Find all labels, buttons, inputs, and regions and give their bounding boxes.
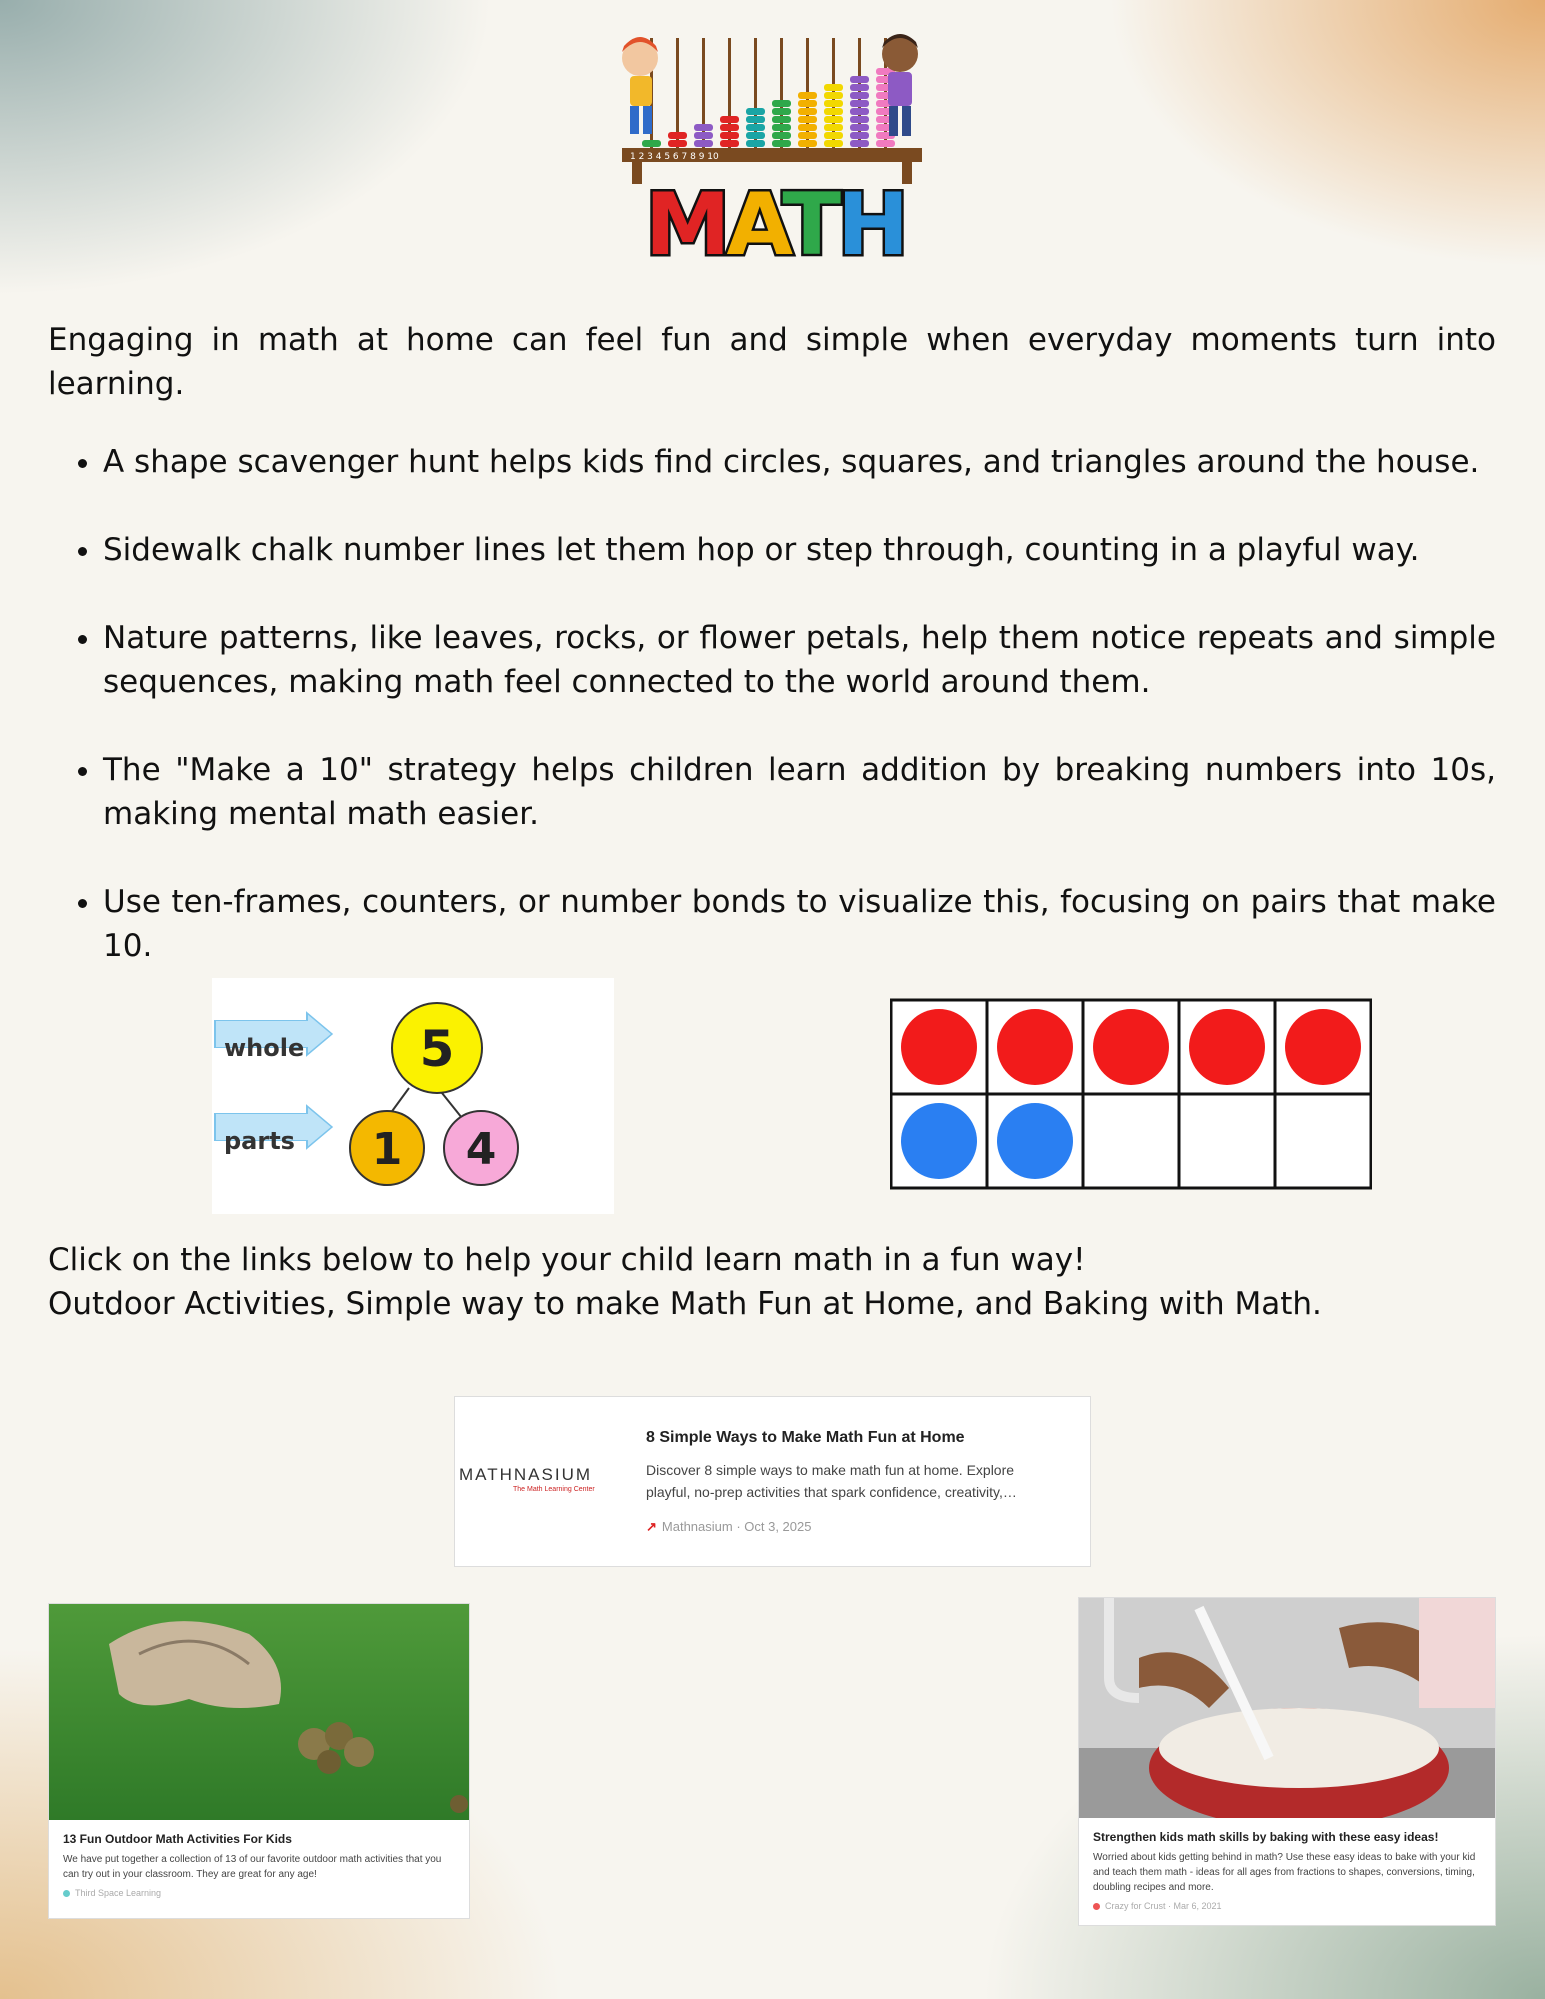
abacus-bead — [850, 140, 869, 147]
card-meta: Crazy for Crust · Mar 6, 2021 — [1093, 1901, 1481, 1911]
abacus-bead — [746, 132, 765, 139]
abacus-bead — [746, 108, 765, 115]
abacus-bead — [642, 140, 661, 147]
abacus-bead — [772, 108, 791, 115]
card-title: Strengthen kids math skills by baking with these easy ideas! — [1093, 1830, 1439, 1844]
intro-paragraph: Engaging in math at home can feel fun and simple when everyday moments turn into learning. — [48, 322, 1496, 402]
abacus-bead — [798, 100, 817, 107]
card-description: We have put together a collection of 13 of our favorite outdoor math activities that you can try out in your classroom. They are great for any age! — [63, 1854, 442, 1880]
abacus-bead — [746, 124, 765, 131]
red-counter — [1285, 1009, 1361, 1085]
logo-letter: A — [726, 175, 783, 268]
part-a-value: 1 — [371, 1124, 403, 1175]
abacus-number-row: 1 2 3 4 5 6 7 8 9 10 — [630, 152, 719, 162]
abacus-bead — [824, 124, 843, 131]
links-text — [48, 1238, 1322, 1326]
ten-frame — [890, 998, 1372, 1192]
third-space-favicon-icon — [63, 1890, 70, 1897]
list-item: • Sidewalk chalk number lines let them hop or step through, counting in a playful way. — [103, 528, 1496, 572]
abacus-bead — [746, 116, 765, 123]
abacus-bead — [772, 124, 791, 131]
abacus-bead — [850, 100, 869, 107]
ten-frame-cell — [1083, 1094, 1179, 1188]
abacus-bead — [850, 76, 869, 83]
abacus-bead — [824, 116, 843, 123]
abacus-bead — [850, 92, 869, 99]
card-title: 13 Fun Outdoor Math Activities For Kids — [63, 1832, 292, 1846]
math-logo — [610, 18, 940, 268]
abacus-bead — [798, 132, 817, 139]
outdoor-activities-link-card[interactable] — [48, 1603, 470, 1919]
outdoor-card-image — [49, 1604, 469, 1820]
list-item: • A shape scavenger hunt helps kids find circles, squares, and triangles around the house. — [103, 440, 1496, 484]
mathnasium-favicon-icon: ↗ — [646, 1519, 657, 1534]
card-meta: ↗ Mathnasium · Oct 3, 2025 — [646, 1519, 812, 1534]
mathnasium-logo: MATHNASIUM The Math Learning Center — [459, 1465, 595, 1493]
list-item: • The "Make a 10" strategy helps children learn addition by breaking numbers into 10s, making mental math easier. — [103, 748, 1496, 836]
logo-letter: T — [782, 175, 838, 268]
crazy-for-crust-favicon-icon — [1093, 1903, 1100, 1910]
abacus-bead — [720, 116, 739, 123]
blue-counter — [997, 1103, 1073, 1179]
abacus-rod — [676, 38, 679, 148]
card-description: Worried about kids getting behind in math? Use these easy ideas to bake with your kid and teach them math - ideas for all ages from fractions to shapes, conversions, timing, doubling recipes and more. — [1093, 1852, 1476, 1893]
ten-frame-cell — [1179, 1094, 1275, 1188]
card-meta: Third Space Learning — [63, 1888, 455, 1898]
abacus-bead — [772, 116, 791, 123]
abacus-bead — [824, 84, 843, 91]
red-counter — [901, 1009, 977, 1085]
abacus-bead — [850, 108, 869, 115]
abacus-bead — [824, 140, 843, 147]
logo-title — [645, 175, 905, 268]
baking-card-image — [1079, 1598, 1495, 1818]
part-b-value: 4 — [465, 1124, 497, 1175]
ten-frame-cell — [1275, 1094, 1371, 1188]
baking-math-link-card[interactable] — [1078, 1597, 1496, 1926]
red-counter — [1189, 1009, 1265, 1085]
red-counter — [997, 1009, 1073, 1085]
abacus-bead — [850, 84, 869, 91]
abacus-bead — [824, 132, 843, 139]
whole-value: 5 — [419, 1020, 455, 1078]
links-intro: Click on the links below to help your child learn math in a fun way! — [48, 1242, 1086, 1278]
abacus-bead — [798, 92, 817, 99]
abacus-bead — [668, 132, 687, 139]
mathnasium-link-card[interactable] — [454, 1396, 1091, 1567]
abacus-bead — [772, 140, 791, 147]
list-item: • Nature patterns, like leaves, rocks, or flower petals, help them notice repeats and simple sequences, making math feel connected to the world around them. — [103, 616, 1496, 704]
abacus-bead — [798, 124, 817, 131]
abacus-bead — [720, 140, 739, 147]
abacus-bead — [876, 140, 895, 147]
abacus-bead — [694, 124, 713, 131]
abacus-bead — [824, 92, 843, 99]
card-title: 8 Simple Ways to Make Math Fun at Home — [646, 1429, 965, 1446]
abacus-bead — [850, 124, 869, 131]
abacus-bead — [668, 140, 687, 147]
abacus-bead — [720, 124, 739, 131]
abacus-rod — [702, 38, 705, 148]
abacus-rod — [754, 38, 757, 148]
list-item: • Use ten-frames, counters, or number bonds to visualize this, focusing on pairs that make 10. — [103, 880, 1496, 968]
abacus-bead — [694, 132, 713, 139]
logo-letter: H — [837, 175, 906, 268]
number-bond-diagram — [212, 978, 614, 1214]
parts-label: parts — [224, 1127, 295, 1155]
card-description: Discover 8 simple ways to make math fun at home. Explore playful, no-prep activities that spark confidence, creativity,… — [646, 1462, 1017, 1500]
abacus-bead — [798, 140, 817, 147]
abacus-bead — [824, 108, 843, 115]
abacus-bead — [798, 108, 817, 115]
abacus-rod — [728, 38, 731, 148]
whole-label: whole — [224, 1034, 305, 1062]
abacus-rod — [780, 38, 783, 148]
abacus-bead — [798, 116, 817, 123]
red-counter — [1093, 1009, 1169, 1085]
abacus-bead — [694, 140, 713, 147]
abacus-bead — [772, 100, 791, 107]
logo-letter: M — [644, 175, 727, 268]
abacus-bead — [824, 100, 843, 107]
blue-counter — [901, 1103, 977, 1179]
abacus-bead — [772, 132, 791, 139]
abacus-bead — [746, 140, 765, 147]
abacus-bead — [720, 132, 739, 139]
tips-list — [48, 440, 1496, 1012]
abacus-bead — [850, 132, 869, 139]
abacus-bead — [850, 116, 869, 123]
links-list: Outdoor Activities, Simple way to make Math Fun at Home, and Baking with Math. — [48, 1286, 1322, 1322]
